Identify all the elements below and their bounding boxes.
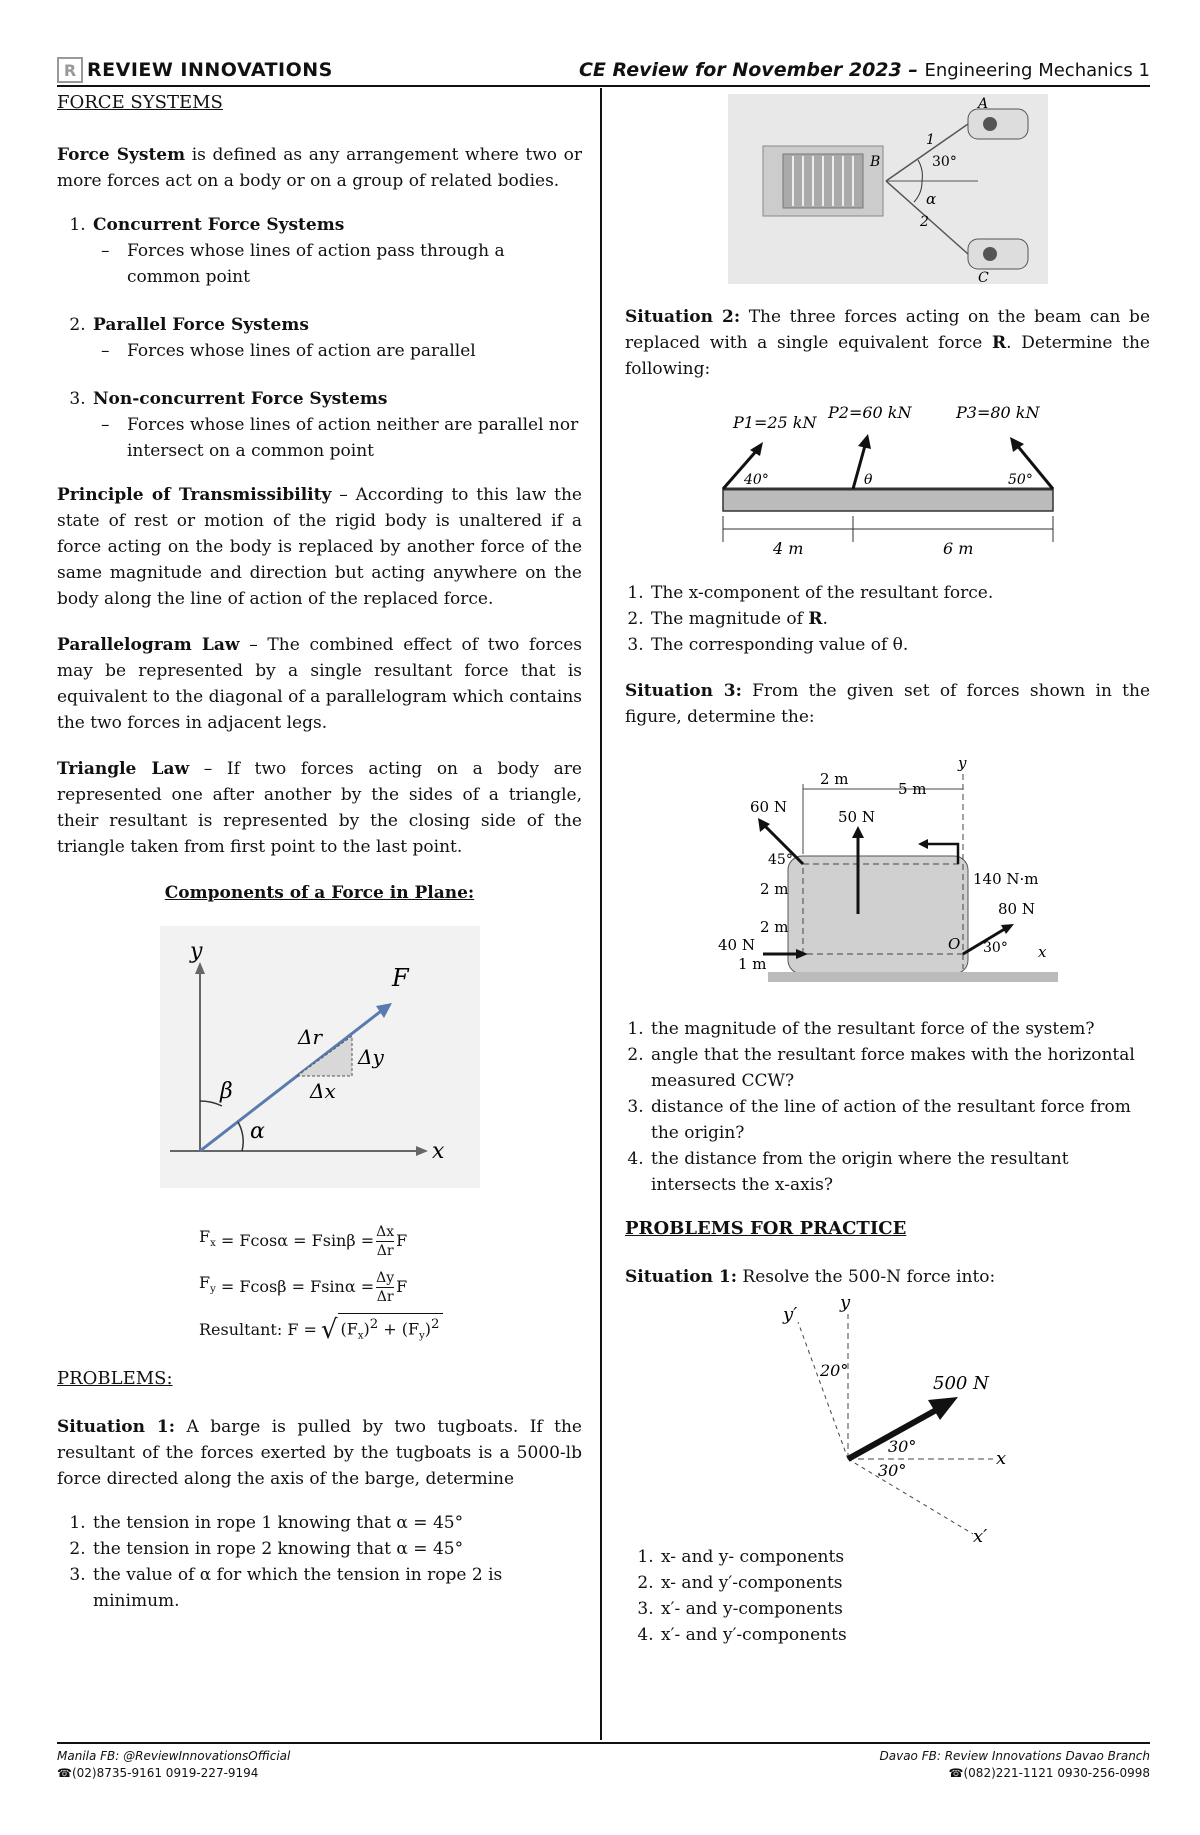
svg-text:50 N: 50 N	[837, 808, 875, 826]
right-column	[625, 90, 1150, 1648]
svg-text:x: x	[995, 1448, 1006, 1469]
svg-text:30°: 30°	[982, 940, 1008, 956]
footer-davao: Davao FB: Review Innovations Davao Branch ☎(082)221-1121 0930-256-0998	[879, 1749, 1150, 1780]
svg-text:y: y	[839, 1294, 850, 1313]
list-item: 4. the distance from the origin where the resultant intersects the x-axis?	[649, 1146, 1150, 1198]
list-item: 1. Concurrent Force Systems – Forces whose lines of action pass through a common point	[91, 212, 582, 290]
list-item: 1. the magnitude of the resultant force of the system?	[649, 1016, 1150, 1042]
list-item: 1. the tension in rope 1 knowing that α = 45°	[91, 1510, 582, 1536]
svg-text:30°: 30°	[887, 1437, 916, 1456]
list-item: 2. x- and y′-components	[659, 1570, 1150, 1596]
logo	[57, 57, 333, 83]
force-system-definition: Force System is defined as any arrangement where two or more forces act on a body or on a group of related bodies.	[57, 145, 583, 191]
situation-1: Situation 1: A barge is pulled by two tugboats. If the resultant of the forces exerted by the tugboats is a 5000-lb force directed along the axis of the barge, determine	[57, 1417, 582, 1489]
list-item: 3. distance of the line of action of the resultant force from the origin?	[649, 1094, 1150, 1146]
svg-text:2 m: 2 m	[759, 880, 789, 898]
svg-text:40 N: 40 N	[717, 936, 755, 954]
footer-manila: Manila FB: @ReviewInnovationsOfficial ☎(02)8735-9161 0919-227-9194	[57, 1749, 291, 1780]
logo-mark-icon: R	[57, 57, 83, 83]
equation-fy: $F_y$ = Fcosβ = Fsinα = $\frac{\Delta y}{\Delta r}$ F	[199, 1269, 408, 1305]
components-title: Components of a Force in Plane:	[164, 883, 475, 903]
situation-2: Situation 2: The three forces acting on the beam can be replaced with a single equivalent force R. Determine the following:	[625, 307, 1151, 379]
situation-3: Situation 3: From the given set of forces shown in the figure, determine the:	[625, 681, 1151, 727]
svg-text:P1=25 kN: P1=25 kN	[732, 413, 816, 432]
force-types-list	[57, 212, 582, 464]
label-beta: β	[219, 1079, 233, 1104]
logo-text: REVIEW INNOVATIONS	[87, 59, 333, 81]
list-item: 2. the tension in rope 2 knowing that α = 45°	[91, 1536, 582, 1562]
svg-text:2 m: 2 m	[759, 918, 789, 936]
svg-text:140 N·m: 140 N·m	[972, 870, 1039, 888]
svg-text:5 m: 5 m	[897, 780, 927, 798]
transmissibility-paragraph: Principle of Transmissibility – According to this law the state of rest or motion of the rigid body is unaltered if a force acting on the body is replaced by another force of the same magnitude and direction but acting anywhere on the body along the line of action of the replaced force.	[57, 485, 582, 609]
svg-text:50°: 50°	[1007, 472, 1033, 488]
situation-2-list	[625, 580, 1150, 658]
equation-resultant: Resultant: F = √ $(F_x)^2 + (F_y)^2$	[199, 1310, 582, 1350]
svg-text:40°: 40°	[743, 472, 769, 488]
practice-situation-1: Situation 1: Resolve the 500-N force into:	[625, 1267, 996, 1287]
svg-text:20°: 20°	[819, 1361, 848, 1380]
svg-text:P3=80 kN: P3=80 kN	[955, 404, 1039, 422]
triangle-paragraph: Triangle Law – If two forces acting on a body are represented one after another by the sides of a triangle, their resultant is represented by the closing side of the triangle taken from first point to the last point.	[57, 759, 582, 857]
svg-text:6 m: 6 m	[942, 539, 973, 558]
section-title: FORCE SYSTEMS	[57, 92, 223, 113]
svg-text:2: 2	[919, 214, 929, 230]
svg-text:P2=60 kN: P2=60 kN	[827, 404, 911, 422]
list-item: 3. The corresponding value of θ.	[649, 632, 1150, 658]
force-label: F	[391, 964, 409, 992]
svg-text:80 N: 80 N	[997, 900, 1035, 918]
svg-text:60 N: 60 N	[749, 798, 787, 816]
header-course: CE Review for November 2023 – Engineering Mechanics 1	[578, 59, 1150, 81]
svg-text:C: C	[977, 270, 989, 284]
svg-text:θ: θ	[863, 472, 872, 488]
label-dy: Δy	[357, 1045, 384, 1069]
list-item: 3. x′- and y-components	[659, 1596, 1150, 1622]
svg-text:30°: 30°	[931, 154, 957, 170]
column-divider	[600, 88, 602, 1740]
svg-text:O: O	[947, 935, 960, 953]
svg-text:A: A	[977, 96, 988, 112]
svg-text:1: 1	[925, 132, 935, 148]
problems-title: PROBLEMS:	[57, 1368, 173, 1389]
label-dx: Δx	[309, 1079, 336, 1103]
svg-text:500 N: 500 N	[932, 1373, 989, 1394]
list-item: 1. The x-component of the resultant force.	[649, 580, 1150, 606]
label-alpha: α	[249, 1119, 265, 1144]
svg-text:y′: y′	[782, 1304, 797, 1325]
barge-figure	[728, 94, 1048, 284]
practice-title: PROBLEMS FOR PRACTICE	[625, 1218, 907, 1239]
list-item: 3. the value of α for which the tension in rope 2 is minimum.	[91, 1562, 582, 1614]
list-item: 4. x′- and y′-components	[659, 1622, 1150, 1648]
practice-1-list	[625, 1544, 1150, 1648]
svg-text:1 m: 1 m	[737, 955, 767, 973]
page-footer	[57, 1742, 1150, 1780]
situation-1-list	[57, 1510, 582, 1614]
list-item: 2. The magnitude of R.	[649, 606, 1150, 632]
label-dr: Δr	[297, 1025, 322, 1049]
svg-text:B: B	[869, 154, 880, 170]
axis-label-x: x	[431, 1139, 444, 1164]
svg-text:y: y	[957, 754, 966, 772]
equations	[199, 1218, 582, 1350]
svg-text:4 m: 4 m	[772, 539, 803, 558]
svg-text:α: α	[925, 190, 936, 208]
axis-label-y: y	[189, 939, 202, 964]
svg-text:45°: 45°	[767, 852, 793, 868]
list-item: 3. Non-concurrent Force Systems – Forces whose lines of action neither are parallel nor intersect on a common point	[91, 386, 582, 464]
svg-text:30°: 30°	[877, 1461, 906, 1480]
equation-fx: $F_x$ = Fcosα = Fsinβ = $\frac{\Delta x}{\Delta r}$ F	[199, 1223, 408, 1259]
svg-text:2 m: 2 m	[819, 770, 849, 788]
page-header	[57, 55, 1150, 87]
list-item: 1. x- and y- components	[659, 1544, 1150, 1570]
beam-figure	[708, 404, 1068, 564]
svg-text:x: x	[1037, 943, 1046, 961]
parallelogram-paragraph: Parallelogram Law – The combined effect of two forces may be represented by a single resultant force that is equivalent to the diagonal of a parallelogram which contains the two forces in adjacent legs.	[57, 635, 582, 733]
list-item: 2. angle that the resultant force makes with the horizontal measured CCW?	[649, 1042, 1150, 1094]
force-components-figure	[160, 926, 480, 1188]
list-item: 2. Parallel Force Systems – Forces whose lines of action are parallel	[91, 312, 582, 364]
situation-3-list	[625, 1016, 1150, 1198]
svg-text:x′: x′	[972, 1526, 987, 1544]
left-column	[57, 90, 582, 1614]
block-figure	[708, 744, 1068, 1004]
axes-figure	[738, 1294, 1038, 1544]
